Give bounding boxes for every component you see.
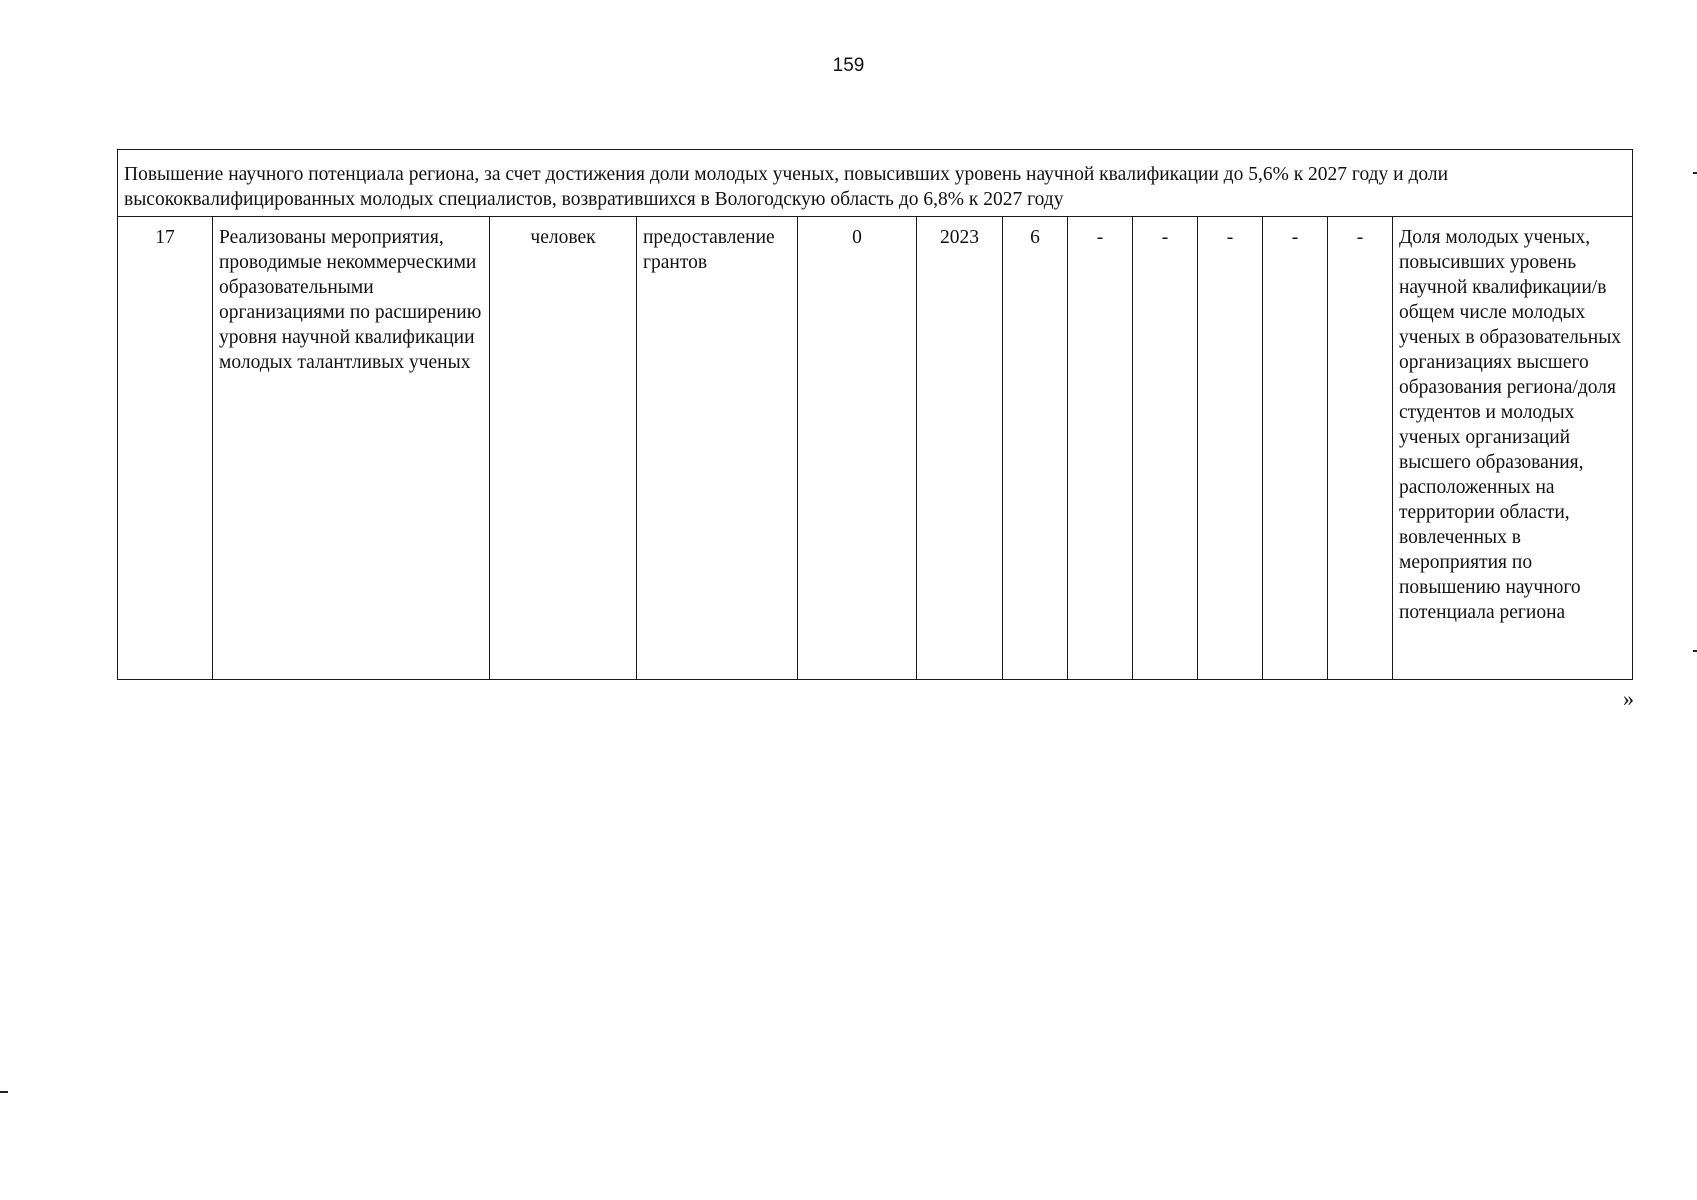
- base-year: 2023: [917, 217, 1003, 680]
- year-value-6: -: [1328, 217, 1393, 680]
- scan-artifact-mark: [1693, 650, 1697, 652]
- table-row: [118, 217, 1633, 680]
- results-table: [117, 149, 1633, 680]
- section-header: Повышение научного потенциала региона, за счет достижения доли молодых ученых, повысивших уровень научной квалификации до 5,6% к 2027 году и доли высококвалифицированных молодых специалистов, возвратившихся в Вологодскую область до 6,8% к 2027 году: [118, 150, 1633, 217]
- result-type: предоставление грантов: [637, 217, 798, 680]
- year-value-3: -: [1133, 217, 1198, 680]
- unit-of-measure: человек: [490, 217, 637, 680]
- year-value-2: -: [1068, 217, 1133, 680]
- indicator-link: Доля молодых ученых, повысивших уровень научной квалификации/в общем числе молодых ученых в образовательных организациях высшего образования региона/доля студентов и молодых ученых организаций высшего образования, расположенных на территории области, вовлеченных в мероприятия по повышению научного потенциала региона: [1393, 217, 1633, 680]
- year-value-5: -: [1263, 217, 1328, 680]
- closing-quote-mark: »: [1623, 686, 1634, 711]
- base-value: 0: [798, 217, 917, 680]
- scan-artifact-mark: [0, 1091, 8, 1093]
- page-number: 159: [832, 55, 865, 76]
- year-value-1: 6: [1003, 217, 1068, 680]
- result-description: Реализованы мероприятия, проводимые некоммерческими образовательными организациями по расширению уровня научной квалификации молодых талантливых ученых: [213, 217, 490, 680]
- year-value-4: -: [1198, 217, 1263, 680]
- section-header-row: [118, 150, 1633, 217]
- scan-artifact-mark: [1693, 172, 1697, 174]
- row-number: 17: [118, 217, 213, 680]
